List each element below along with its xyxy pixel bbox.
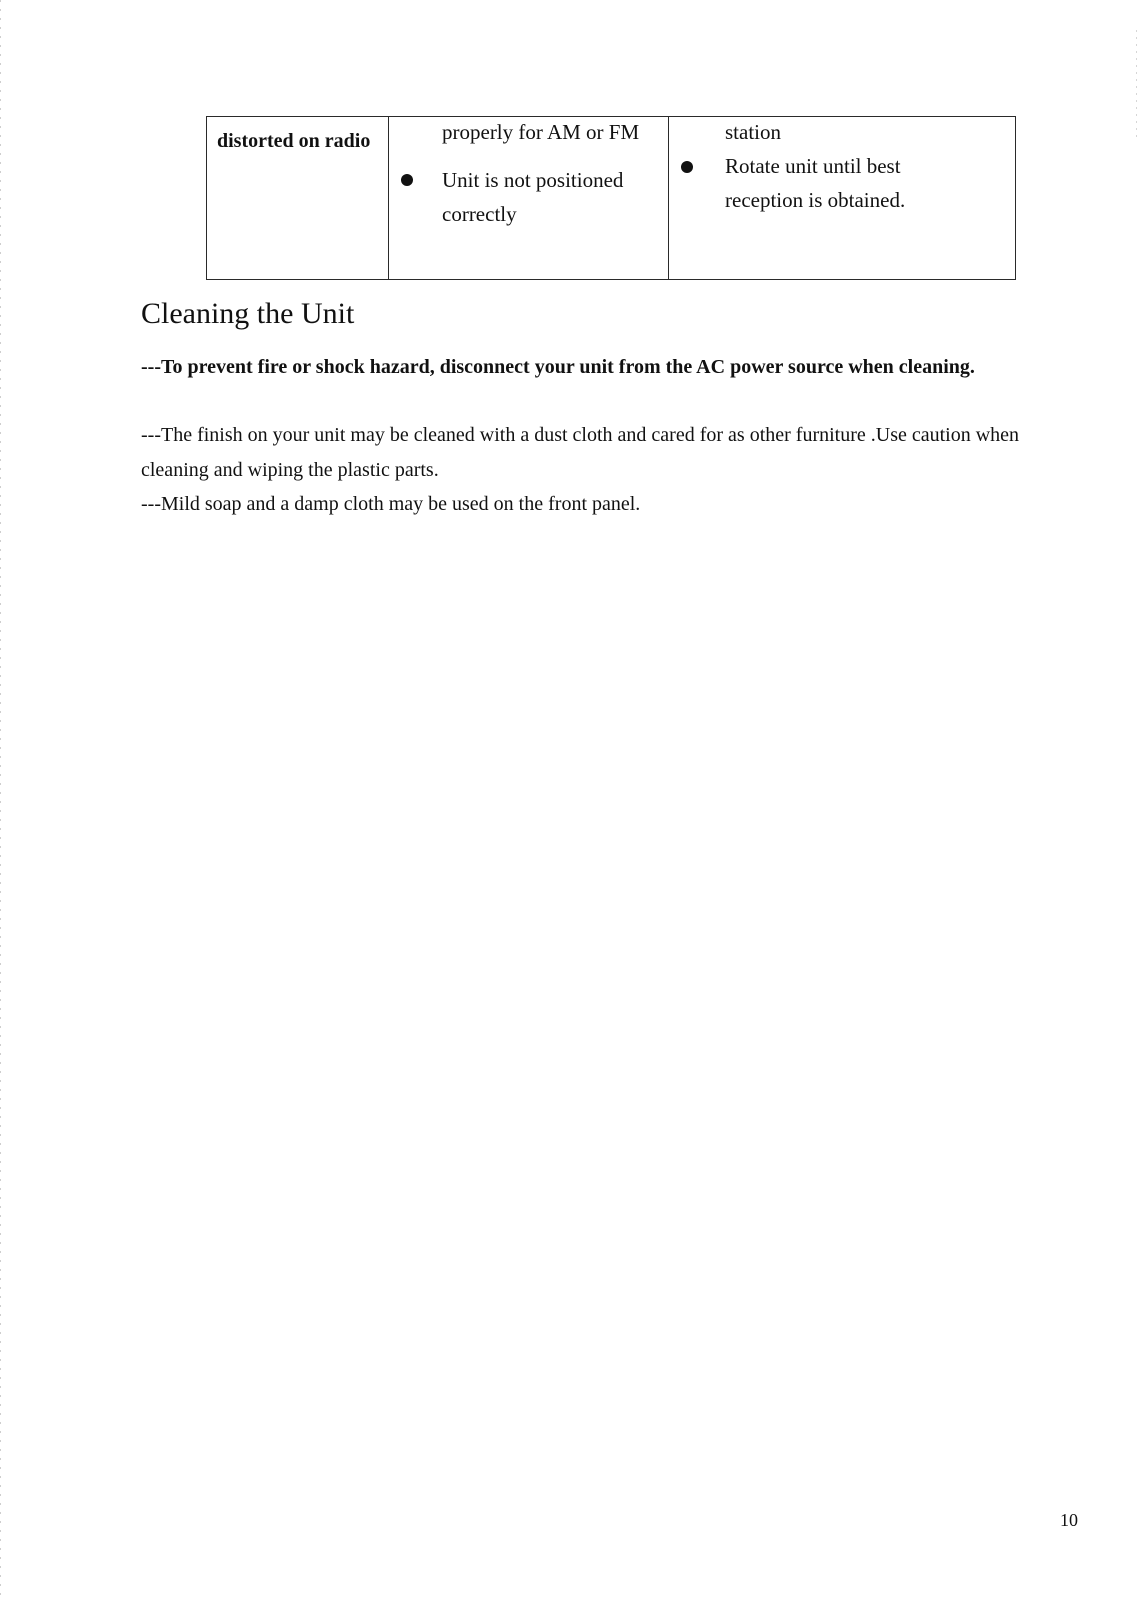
problem-cell [207,117,389,279]
cause-line-correctly: correctly [442,202,517,226]
solution-line-station: station [725,120,781,144]
solution-line-reception: reception is obtained. [725,188,906,212]
finish-cleaning-note: ---The finish on your unit may be cleaned with a dust cloth and cared for as other furniture .Use caution when cleaning and wiping the plastic parts. [141,424,1020,481]
problem-text: distorted on radio [217,130,371,152]
page-number: 10 [1060,1510,1078,1530]
solution-line-rotate: Rotate unit until best [725,154,901,178]
cause-line-position: Unit is not positioned [442,168,624,192]
solution-cell [669,117,1015,279]
section-title: Cleaning the Unit [141,297,355,330]
bullet-icon [401,174,413,186]
cause-cell [389,117,669,279]
scan-right-edge [1136,30,1137,140]
scan-left-edge [0,0,1,1600]
troubleshooting-table [206,116,1016,280]
safety-warning: ---To prevent fire or shock hazard, disconnect your unit from the AC power source when cleaning. [141,356,975,378]
cause-line-am-fm: properly for AM or FM [442,120,640,144]
soap-cleaning-note: ---Mild soap and a damp cloth may be used on the front panel. [141,493,641,515]
bullet-icon [681,161,693,173]
